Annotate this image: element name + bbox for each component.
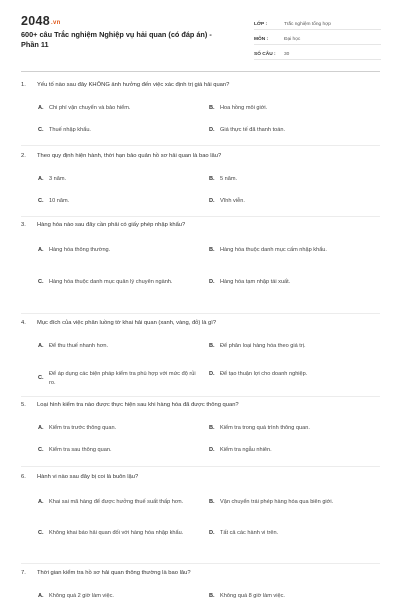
option-letter: B. <box>209 247 215 253</box>
option-letter: B. <box>209 425 215 431</box>
question-number: 3. <box>21 222 26 228</box>
option-letter: A. <box>38 499 44 505</box>
option-letter: A. <box>38 176 44 182</box>
question-5 <box>21 402 381 472</box>
question-number: 5. <box>21 402 26 408</box>
option-letter: C. <box>38 447 44 453</box>
question-6 <box>21 474 381 544</box>
meta-row-count <box>254 45 381 60</box>
option-text: Không quá 2 giờ làm việc. <box>49 593 114 599</box>
question-3 <box>21 222 381 292</box>
question-text <box>21 153 221 159</box>
meta-row-class <box>254 15 381 30</box>
option-text: Thuế nhập khẩu. <box>49 127 91 133</box>
option-text: Kiểm tra trước thông quan. <box>49 425 117 431</box>
answer-option[interactable] <box>38 197 197 206</box>
question-body: Hàng hóa nào sau đây cần phải có giấy phép nhập khẩu? <box>37 222 186 228</box>
option-letter: B. <box>209 499 215 505</box>
option-text: Không khai báo hải quan đối với hàng hóa nhập khẩu. <box>49 530 184 536</box>
question-text <box>21 474 138 480</box>
question-body: Mục đích của việc phân luồng tờ khai hải quan (xanh, vàng, đỏ) là gì? <box>37 320 217 326</box>
page-header <box>0 0 400 66</box>
meta-value: 30 <box>284 52 290 57</box>
answer-option[interactable] <box>209 175 368 184</box>
logo-suffix: .vn <box>51 20 61 26</box>
answer-option[interactable] <box>209 446 368 455</box>
option-text: Hoa hồng môi giới. <box>220 105 268 111</box>
question-body: Loại hình kiểm tra nào được thực hiện sau khi hàng hóa đã được thông quan? <box>37 402 239 408</box>
option-letter: D. <box>209 279 215 285</box>
site-logo[interactable] <box>21 14 61 28</box>
option-letter: A. <box>38 593 44 599</box>
question-body: Thời gian kiểm tra hồ sơ hải quan thông thường là bao lâu? <box>37 570 191 576</box>
option-text: Kiểm tra sau thông quan. <box>49 447 112 453</box>
logo-text: 2048 <box>21 14 51 28</box>
header-divider <box>21 71 380 72</box>
option-letter: D. <box>209 198 215 204</box>
option-letter: D. <box>209 447 215 453</box>
option-text: Hàng hóa thuộc danh mục quản lý chuyên ngành. <box>49 279 173 285</box>
question-separator <box>21 563 380 564</box>
question-1 <box>21 82 381 152</box>
answer-option[interactable] <box>38 126 197 135</box>
answer-option[interactable] <box>38 246 197 255</box>
option-text: Hàng hóa thông thường. <box>49 247 111 253</box>
option-letter: C. <box>38 127 44 133</box>
meta-label: LỚP : <box>254 22 268 27</box>
question-text <box>21 320 216 326</box>
answer-option[interactable] <box>209 104 368 113</box>
option-letter: C. <box>38 375 44 382</box>
option-text: Vận chuyển trái phép hàng hóa qua biên giới. <box>220 499 334 505</box>
option-letter: D. <box>209 127 215 133</box>
answer-option[interactable] <box>38 342 197 351</box>
question-number: 1. <box>21 82 26 88</box>
answer-option[interactable] <box>209 592 368 600</box>
meta-row-subject <box>254 30 381 45</box>
option-letter: D. <box>209 371 215 377</box>
answer-option[interactable] <box>209 342 368 351</box>
option-text: Chi phí vận chuyển và bảo hiểm. <box>49 105 131 111</box>
answer-option[interactable] <box>38 592 197 600</box>
question-body: Hành vi nào sau đây bị coi là buôn lậu? <box>37 474 139 480</box>
question-separator <box>21 216 380 217</box>
option-letter: C. <box>38 198 44 204</box>
option-letter: B. <box>209 176 215 182</box>
option-text: Để phân loại hàng hóa theo giá trị. <box>220 343 306 349</box>
answer-option[interactable] <box>38 278 197 287</box>
option-text: Tất cả các hành vi trên. <box>220 530 279 536</box>
answer-option[interactable] <box>38 446 197 455</box>
question-text <box>21 222 185 228</box>
meta-value: Đại học <box>284 37 301 42</box>
answer-option[interactable] <box>38 370 197 387</box>
option-text: Kiểm tra trong quá trình thông quan. <box>220 425 310 431</box>
question-number: 7. <box>21 570 26 576</box>
question-text <box>21 82 229 88</box>
option-text: Để tạo thuận lợi cho doanh nghiệp. <box>220 371 308 377</box>
question-body: Theo quy định hiện hành, thời hạn bảo quản hồ sơ hải quan là bao lâu? <box>37 153 222 159</box>
answer-option[interactable] <box>209 278 368 287</box>
question-number: 4. <box>21 320 26 326</box>
option-letter: A. <box>38 425 44 431</box>
exam-meta <box>254 15 381 60</box>
question-number: 2. <box>21 153 26 159</box>
option-text: Để áp dụng các biện pháp kiểm tra phù hợp với mức độ rủi ro. <box>49 371 196 386</box>
option-letter: B. <box>209 343 215 349</box>
answer-option[interactable] <box>209 498 368 507</box>
answer-option[interactable] <box>38 104 197 113</box>
question-body: Yếu tố nào sau đây KHÔNG ảnh hưởng đến việc xác định trị giá hải quan? <box>37 82 230 88</box>
question-separator <box>21 313 380 314</box>
meta-value: Trắc nghiệm tổng hợp <box>284 22 331 27</box>
option-letter: A. <box>38 247 44 253</box>
option-text: Giá thực tế đã thanh toán. <box>220 127 286 133</box>
option-text: Để thu thuế nhanh hơn. <box>49 343 109 349</box>
question-text <box>21 570 191 576</box>
answer-option[interactable] <box>209 529 368 538</box>
answer-option[interactable] <box>209 424 368 433</box>
option-text: Vĩnh viễn. <box>220 198 245 204</box>
answer-option[interactable] <box>209 370 368 379</box>
answer-option[interactable] <box>38 498 197 507</box>
answer-option[interactable] <box>209 126 368 135</box>
option-text: Hàng hóa tạm nhập tái xuất. <box>220 279 291 285</box>
option-letter: C. <box>38 530 44 536</box>
question-number: 6. <box>21 474 26 480</box>
question-separator <box>21 145 380 146</box>
page-title: 600+ câu Trắc nghiệm Nghiệp vụ hải quan (có đáp án) - Phần 11 <box>21 30 212 49</box>
option-letter: D. <box>209 530 215 536</box>
option-text: 10 năm. <box>49 198 70 204</box>
answer-option[interactable] <box>209 197 368 206</box>
question-separator <box>21 396 380 397</box>
option-text: Kiểm tra ngẫu nhiên. <box>220 447 272 453</box>
option-text: 5 năm. <box>220 176 238 182</box>
answer-option[interactable] <box>38 424 197 433</box>
answer-option[interactable] <box>38 529 197 538</box>
option-text: Không quá 8 giờ làm việc. <box>220 593 285 599</box>
answer-option[interactable] <box>38 175 197 184</box>
option-text: Hàng hóa thuộc danh mục cấm nhập khẩu. <box>220 247 327 253</box>
question-7 <box>21 570 381 600</box>
option-text: Khai sai mã hàng để được hưởng thuế suất thấp hơn. <box>49 499 184 505</box>
option-letter: A. <box>38 105 44 111</box>
question-2 <box>21 153 381 223</box>
option-letter: B. <box>209 593 215 599</box>
option-letter: B. <box>209 105 215 111</box>
option-letter: C. <box>38 279 44 285</box>
option-letter: A. <box>38 343 44 349</box>
question-4 <box>21 320 381 390</box>
question-text <box>21 402 239 408</box>
meta-label: MÔN : <box>254 37 269 42</box>
answer-option[interactable] <box>209 246 368 255</box>
meta-label: SỐ CÂU : <box>254 52 276 57</box>
option-text: 3 năm. <box>49 176 67 182</box>
question-separator <box>21 466 380 467</box>
